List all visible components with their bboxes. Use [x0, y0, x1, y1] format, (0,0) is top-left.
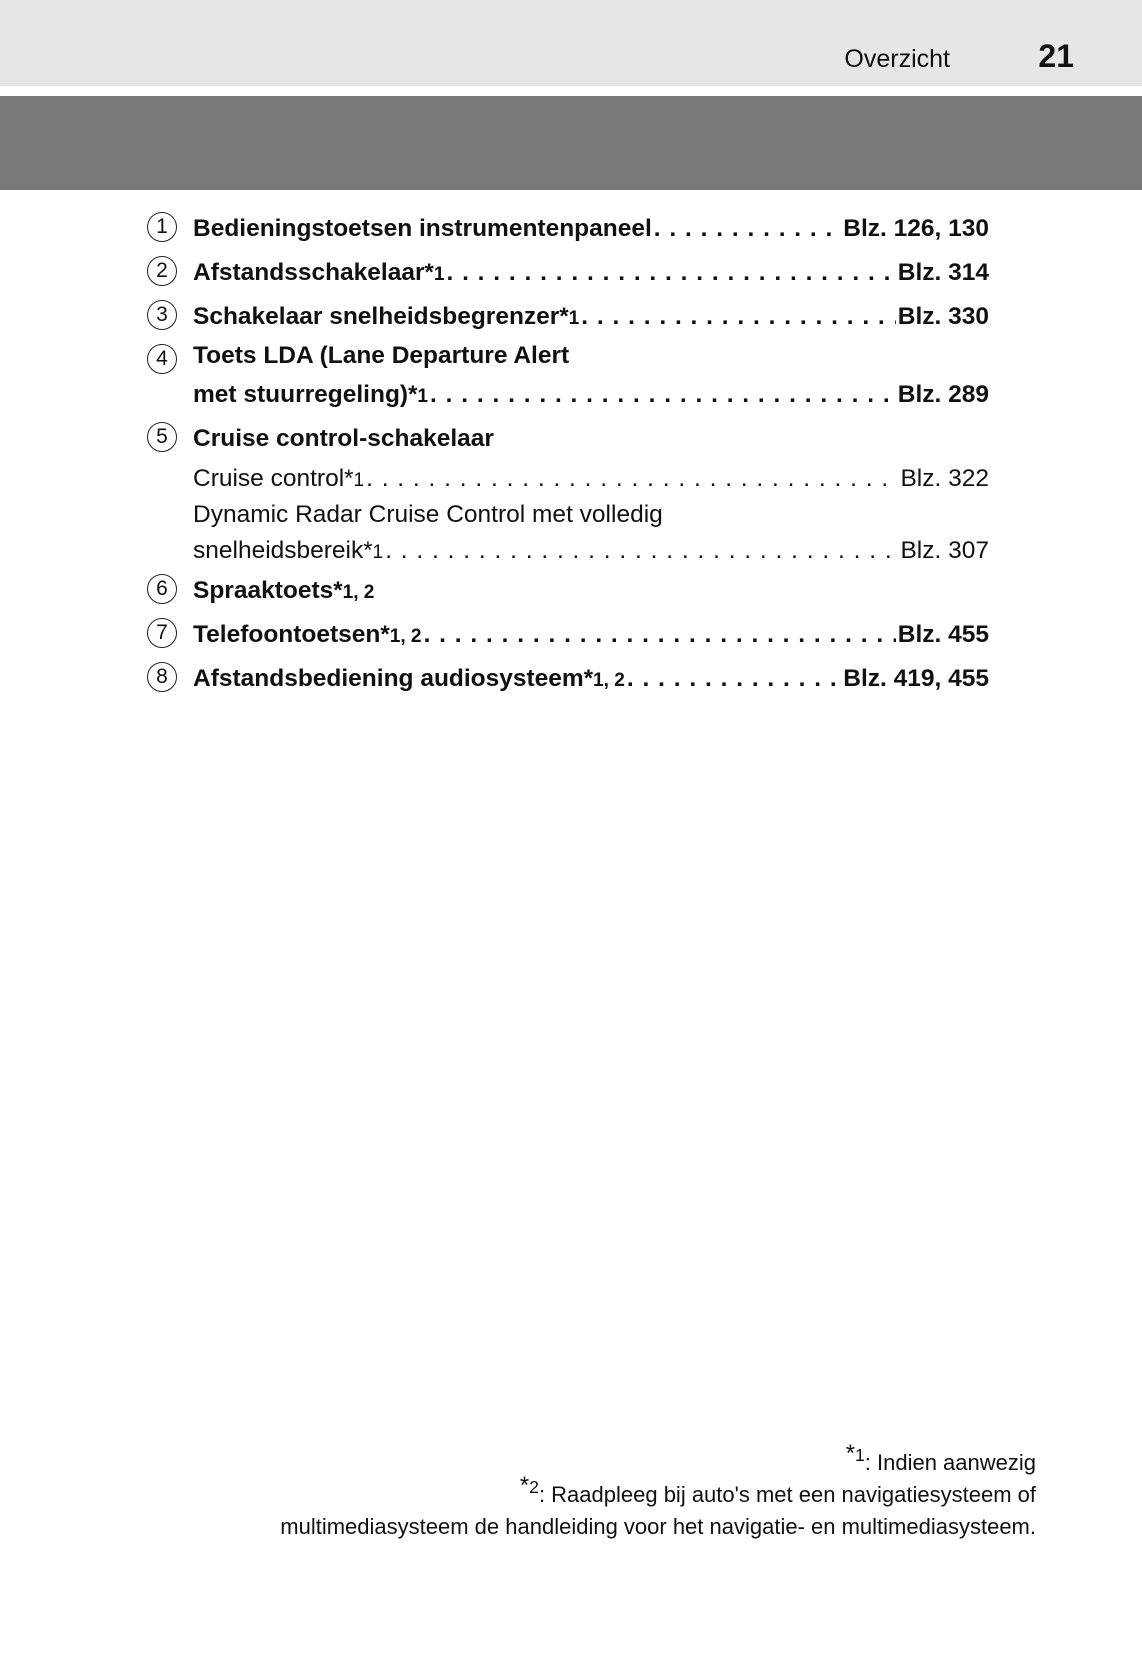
page-reference[interactable]: Blz. 419, 455 — [843, 665, 989, 692]
toc-label: Bedieningstoetsen instrumentenpaneel — [193, 215, 652, 242]
section-banner — [0, 96, 1142, 190]
footnote-2-continued: multimediasysteem de handleiding voor het navigatie- en multimediasysteem. — [280, 1514, 1036, 1539]
toc-label-line1: Toets LDA (Lane Departure Alert — [193, 342, 570, 369]
footnote-1: $^{*1}$: Indien aanwezig — [845, 1440, 1036, 1475]
page-number: 21 — [1038, 38, 1074, 74]
toc-item-7[interactable] — [147, 613, 989, 657]
footnote-marker: *1 — [408, 381, 429, 408]
dot-leader — [446, 251, 895, 295]
page-reference[interactable]: Blz. 330 — [897, 303, 989, 330]
dot-leader — [581, 295, 895, 339]
toc-sublabel-line1: Dynamic Radar Cruise Control met volledig — [193, 501, 663, 528]
footnote-marker: *1 — [424, 259, 445, 286]
toc-sublabel-line2: snelheidsbereik — [193, 537, 364, 564]
toc-sublabel: Cruise control — [193, 465, 345, 492]
circled-number: 1 — [147, 212, 177, 242]
toc-label: Afstandsbediening audiosysteem — [193, 665, 584, 692]
header-divider — [0, 86, 1142, 96]
toc-item-3[interactable] — [147, 295, 989, 339]
circled-number: 5 — [147, 422, 177, 452]
footnotes — [156, 1440, 1036, 1543]
dot-leader — [366, 461, 898, 497]
footnote-2: $^{*2}$: Raadpleeg bij auto's met een navigatiesysteem of — [519, 1472, 1036, 1507]
toc-item-1[interactable] — [147, 207, 989, 251]
page-reference[interactable]: Blz. 455 — [897, 621, 989, 648]
page-reference[interactable]: Blz. 126, 130 — [843, 215, 989, 242]
toc-subitem[interactable] — [193, 461, 989, 497]
toc-item-8[interactable] — [147, 657, 989, 701]
circled-number: 3 — [147, 300, 177, 330]
toc-item-2[interactable] — [147, 251, 989, 295]
dot-leader — [430, 373, 896, 417]
footnote-marker: *1 — [363, 537, 384, 564]
footnote-marker: *1 — [559, 303, 580, 330]
dot-leader — [385, 533, 898, 569]
toc-label: Telefoontoetsen — [193, 621, 381, 648]
footnote-marker: *1, 2 — [333, 577, 375, 604]
page-reference[interactable]: Blz. 322 — [900, 465, 989, 492]
circled-number: 4 — [147, 344, 177, 374]
toc-item-5[interactable] — [147, 417, 989, 569]
section-title: Overzicht — [844, 45, 950, 73]
header-band — [0, 0, 1142, 86]
table-of-contents — [147, 207, 989, 701]
circled-number: 2 — [147, 256, 177, 286]
page-reference[interactable]: Blz. 289 — [897, 381, 989, 408]
toc-label: Schakelaar snelheidsbegrenzer — [193, 303, 560, 330]
circled-number: 8 — [147, 662, 177, 692]
footnote-marker: *1 — [344, 465, 365, 492]
toc-item-6[interactable] — [147, 569, 989, 613]
toc-label: Afstandsschakelaar — [193, 259, 425, 286]
toc-item-4[interactable] — [147, 339, 989, 417]
footnote-marker: *1, 2 — [583, 665, 625, 692]
dot-leader — [654, 207, 841, 251]
toc-label: Spraaktoets — [193, 577, 334, 604]
footnote-marker: *1, 2 — [380, 621, 422, 648]
dot-leader — [424, 613, 896, 657]
toc-label: Cruise control-schakelaar — [193, 425, 494, 452]
circled-number: 6 — [147, 574, 177, 604]
page-reference[interactable]: Blz. 307 — [900, 537, 989, 564]
circled-number: 7 — [147, 618, 177, 648]
dot-leader — [627, 657, 841, 701]
page-reference[interactable]: Blz. 314 — [897, 259, 989, 286]
toc-label-line2: met stuurregeling) — [193, 381, 409, 408]
toc-subitem[interactable] — [193, 497, 989, 533]
